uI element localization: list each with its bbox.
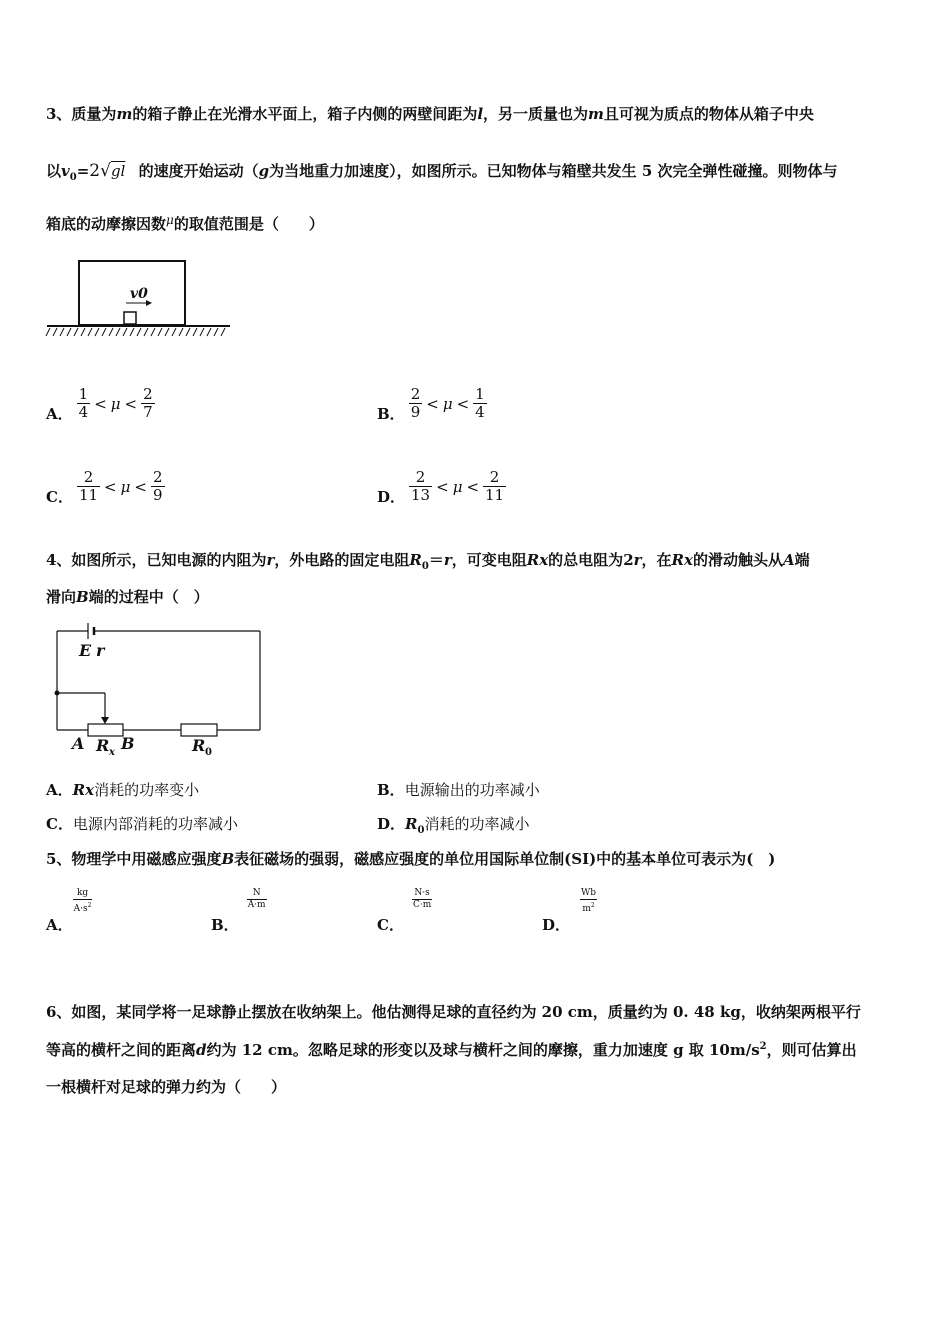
v0-label: v0: [130, 286, 148, 302]
option-label: B．: [377, 405, 405, 423]
unit-fraction: $\frac{kg}{A\cdot s^2}$: [73, 888, 92, 914]
option-var: R: [405, 815, 418, 833]
q3-text: 3、质量为: [46, 105, 117, 123]
q4-var-R0: R: [409, 551, 422, 569]
q3-text: 为当地重力加速度），如图所示。已知物体与箱壁共发生 5 次完全弹性碰撞。则物体与: [269, 162, 838, 180]
fraction: $\frac{2}{9}$: [152, 468, 163, 504]
fraction: $\frac{2}{9}$: [410, 385, 421, 421]
slider-arrow-icon: [101, 717, 109, 724]
q3-option-d[interactable]: [377, 466, 506, 507]
q3-var-v0: v: [61, 162, 70, 180]
option-label: C．: [46, 488, 73, 506]
q3-text: ，另一质量也为: [483, 105, 589, 123]
unit-fraction: $\frac{N}{A\cdot m}$: [247, 888, 266, 910]
q4-text: ＝: [428, 551, 444, 569]
q3-var-v0-sub: 0: [69, 172, 77, 183]
q3-eq: =: [76, 162, 90, 180]
q6-text: 等高的横杆之间的距离: [46, 1041, 197, 1059]
q3-text: 的速度开始运动（: [138, 162, 259, 180]
small-block: [124, 312, 136, 324]
rheostat-rx: [88, 724, 123, 736]
q4-text: 2: [623, 551, 634, 569]
lt-sign: <: [466, 477, 480, 496]
mu-symbol: μ: [452, 477, 463, 496]
q5-line-1: [46, 848, 775, 869]
q6-line-2: [46, 1039, 857, 1060]
lt-sign: <: [426, 394, 439, 413]
q4-text: 的总电阻为: [548, 551, 624, 569]
q3-option-c[interactable]: [46, 466, 165, 507]
option-text: 消耗的功率减小: [424, 815, 530, 833]
label-Rx: R: [96, 736, 110, 755]
q6-line-3: [46, 1076, 286, 1097]
option-var-sub: 0: [417, 825, 425, 836]
lt-sign: <: [104, 477, 117, 496]
q4-text: 的滑动触头从: [692, 551, 783, 569]
label-Rx-sub: x: [109, 747, 115, 758]
q4-option-d[interactable]: [377, 813, 529, 836]
q6-text: 约为 12 cm。忽略足球的形变以及球与横杆之间的摩擦，重力加速度 g 取 10m/s: [206, 1041, 760, 1059]
junction-dot: [55, 691, 60, 696]
resistor-r0: [181, 724, 217, 736]
q3-line-1: [46, 103, 814, 124]
lt-sign: <: [94, 394, 107, 413]
lt-sign: <: [134, 477, 147, 496]
q4-option-c[interactable]: [46, 813, 238, 834]
q5-text: 表征磁场的强弱，磁感应强度的单位用国际单位制(SI)中的基本单位可表示为( ): [234, 850, 776, 868]
label-A: A: [72, 734, 85, 753]
q4-circuit-figure: [48, 620, 270, 762]
fraction: $\frac{1}{4}$: [78, 385, 89, 421]
q4-var-R0-sub: 0: [421, 561, 429, 572]
q3-option-a[interactable]: [46, 383, 155, 424]
unit-fraction: $\frac{Wb}{m^2}$: [581, 888, 597, 914]
q5-option-b[interactable]: [211, 888, 267, 935]
q4-var-B: B: [76, 588, 89, 606]
q3-line-3: [46, 213, 324, 234]
label-B: B: [121, 734, 135, 753]
q6-var-d: d: [196, 1041, 207, 1059]
q3-text: 箱底的动摩擦因数: [46, 215, 167, 233]
option-label: A．: [46, 405, 73, 423]
option-text: 电源内部消耗的功率减小: [72, 815, 238, 833]
q4-var-Rx: Rx: [671, 551, 693, 569]
q4-text: ，外电路的固定电阻: [274, 551, 410, 569]
unit-fraction: $\frac{N\cdot s}{C\cdot m}$: [412, 888, 432, 910]
q4-text: 滑向: [46, 588, 77, 606]
option-text: 电源输出的功率减小: [404, 781, 540, 799]
q3-var-mu: μ: [166, 213, 174, 227]
q5-option-c[interactable]: [377, 888, 432, 935]
q3-var-g: g: [258, 162, 270, 180]
ground-hatch: [46, 328, 225, 336]
q5-var-B: B: [221, 850, 235, 868]
q6-text: 6、如图，某同学将一足球静止摆放在收纳架上。他估测得足球的直径约为 20 cm，质量约为 0. 48 kg，收纳架两根平行: [46, 1003, 861, 1021]
option-label: D．: [542, 916, 571, 934]
q4-text: ，在: [641, 551, 672, 569]
q3-text: 且可视为质点的物体从箱子中央: [603, 105, 814, 123]
q4-line-2: [46, 586, 209, 607]
fraction: $\frac{2}{11}$: [485, 468, 505, 504]
q4-text: 端的过程中（ ）: [88, 588, 209, 606]
q3-var-l: l: [477, 105, 484, 123]
q4-var-r: r: [633, 551, 642, 569]
q5-option-d[interactable]: [542, 888, 597, 935]
option-text: 消耗的功率变小: [94, 781, 200, 799]
option-label: D．: [377, 815, 406, 833]
q4-var-Rx: Rx: [526, 551, 549, 569]
option-label: B．: [211, 916, 239, 934]
option-label: B．: [377, 781, 405, 799]
q5-option-a[interactable]: [46, 888, 92, 935]
q6-text: ，则可估算出: [766, 1041, 857, 1059]
fraction: $\frac{1}{4}$: [475, 385, 485, 421]
q4-option-a[interactable]: [46, 779, 199, 800]
q4-var-r: r: [266, 551, 275, 569]
option-var: Rx: [72, 781, 95, 799]
q4-option-b[interactable]: [377, 779, 540, 800]
q6-line-1: [46, 1001, 861, 1022]
q3-line-2: [46, 160, 838, 183]
q3-text: 的箱子静止在光滑水平面上，箱子内侧的两壁间距为: [132, 105, 478, 123]
q3-sqrt-gl: gl: [110, 162, 126, 180]
label-r: r: [96, 641, 105, 660]
fraction: $\frac{2}{7}$: [143, 385, 153, 421]
mu-symbol: μ: [120, 477, 131, 496]
option-label: C．: [46, 815, 73, 833]
q3-text: 的取值范围是（ ）: [173, 215, 324, 233]
fraction: $\frac{2}{13}$: [411, 468, 431, 504]
q3-sqrt-coeff: 2: [89, 161, 101, 181]
q3-var-m: m: [588, 105, 604, 123]
q3-option-b[interactable]: [377, 383, 487, 424]
option-label: D．: [377, 488, 406, 506]
q4-text: 端: [794, 551, 810, 569]
label-R0-sub: 0: [205, 747, 212, 758]
q6-sup: 2: [759, 1041, 767, 1052]
label-E: E: [79, 641, 92, 660]
q4-var-r: r: [443, 551, 452, 569]
q4-var-A: A: [782, 551, 795, 569]
q5-text: 5、物理学中用磁感应强度: [46, 850, 222, 868]
mu-symbol: μ: [110, 394, 121, 413]
lt-sign: <: [436, 477, 449, 496]
option-label: A．: [46, 916, 73, 934]
q3-var-m: m: [116, 105, 133, 123]
q4-text: ，可变电阻: [451, 551, 527, 569]
q6-text: 一根横杆对足球的弹力约为（ ）: [46, 1078, 287, 1096]
q4-line-1: [46, 549, 810, 572]
option-label: C．: [377, 916, 404, 934]
radical-icon: √: [100, 161, 111, 181]
q3-text: 以: [46, 162, 62, 180]
mu-symbol: μ: [442, 394, 453, 413]
label-R0: R: [192, 736, 206, 755]
q4-text: 4、如图所示，已知电源的内阻为: [46, 551, 267, 569]
fraction: $\frac{2}{11}$: [78, 468, 99, 504]
lt-sign: <: [456, 394, 470, 413]
q3-box-figure: [44, 258, 234, 344]
option-label: A．: [46, 781, 73, 799]
lt-sign: <: [124, 394, 138, 413]
